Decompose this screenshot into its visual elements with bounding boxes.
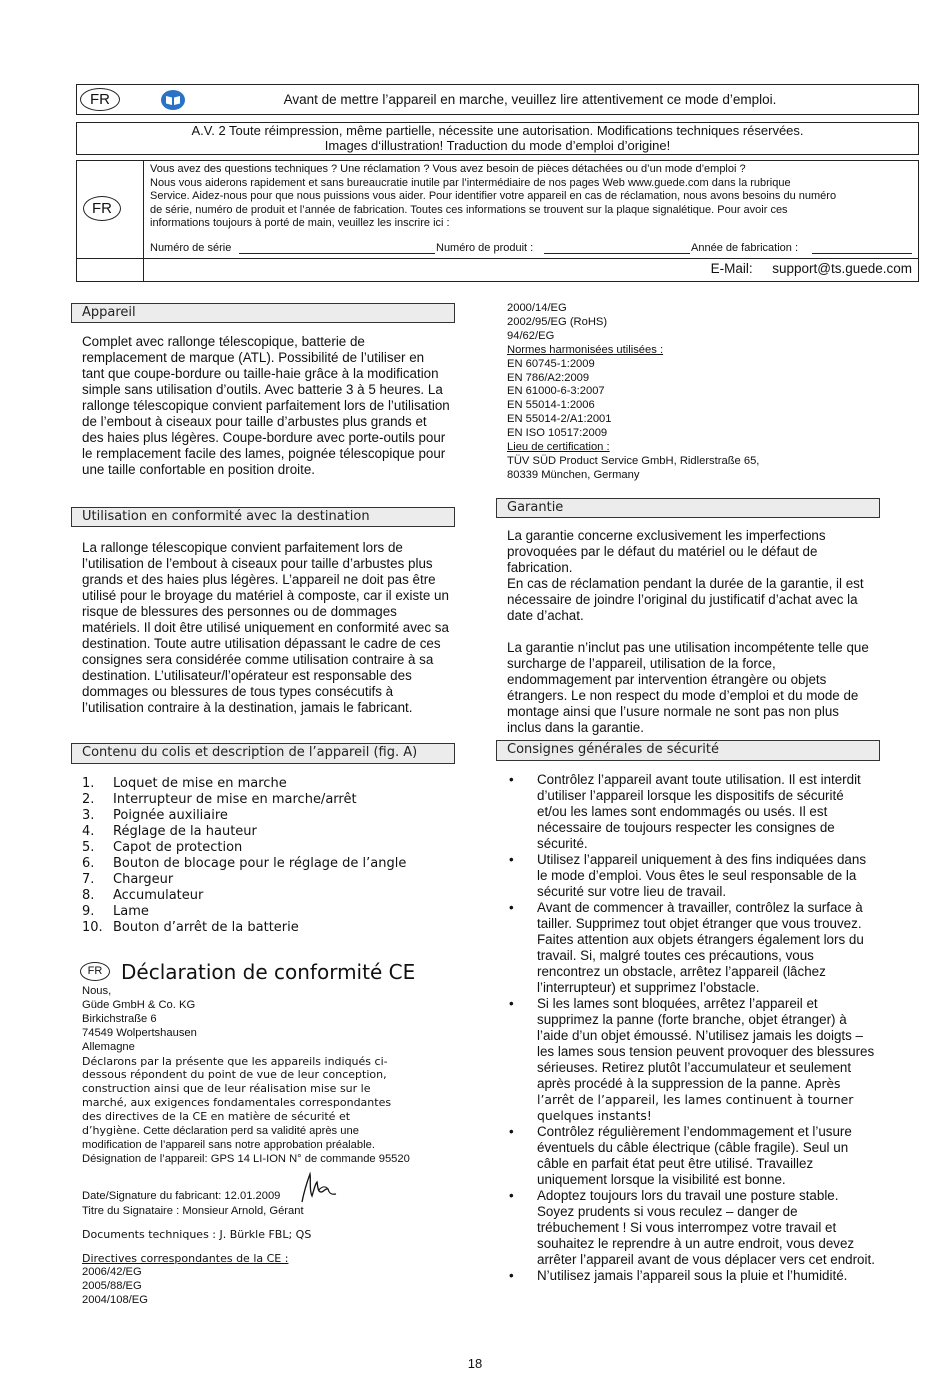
- certification-heading: Lieu de certification :: [507, 441, 610, 454]
- service-divider-horizontal: [76, 258, 919, 259]
- service-text: [150, 163, 915, 231]
- product-number-line: [544, 253, 690, 254]
- address-line: Allemagne: [82, 1040, 135, 1053]
- directives-block: [82, 1252, 288, 1308]
- declaration-title: Déclaration de conformité CE: [121, 960, 416, 984]
- list-item: 1. Loquet de mise en marche: [82, 776, 287, 791]
- directives-continued: [507, 302, 759, 483]
- list-item: 9. Lame: [82, 904, 149, 919]
- email-label: E-Mail:: [710, 261, 753, 276]
- directive-item: 94/62/EG: [507, 329, 555, 342]
- service-line: informations toujours à porté de main, veuillez les inscrire ici :: [150, 217, 450, 230]
- service-line: Nous vous aiderons rapidement et sans bureaucratie inutile par l’intermédiaire de nos pages Web www.guede.com dans la rubrique: [150, 176, 791, 189]
- list-item: 3. Poignée auxiliaire: [82, 808, 228, 823]
- list-item: • Contrôlez régulièrement l’endommagement et l’usure éventuels du câble électrique (câble fragile). Seul un câble en parfait état peut être utilisé. Travaillez uniquement lorsque la visibilité est bonne.: [509, 1124, 852, 1187]
- norm-item: EN ISO 10517:2009: [507, 427, 608, 440]
- garantie-paragraph: En cas de réclamation pendant la durée de la garantie, il est nécessaire de joindre l’original du justificatif d’achat avec la date d’achat.: [507, 576, 864, 623]
- appareil-text: Complet avec rallonge télescopique, batterie de remplacement de marque (ATL). Possibilité de l’utiliser en tant que coupe-bordure ou taille-haie grâce à la modification simple sans utilisation d’outils. Avec batterie 3 à 5 heures. La rallonge télescopique convient parfaitement lors de l’utilisation de l’embout à ciseaux pour taille d’arbustes plus grands et des haies plus légères. Coupe-bordure avec porte-outils pour le remplacement facile des lames, poignée télescopique pour une taille confortable en position droite.: [82, 334, 450, 477]
- list-item: • N’utilisez jamais l’appareil sous la pluie et l’humidité.: [509, 1268, 848, 1283]
- norms-heading: Normes harmonisées utilisées :: [507, 343, 664, 356]
- list-item: 4. Réglage de la hauteur: [82, 824, 257, 839]
- norm-item: EN 55014-1:2006: [507, 399, 595, 412]
- parts-list: [82, 776, 452, 936]
- reprint-line2: Images d‘illustration! Traduction du mode d’emploi d’origine!: [324, 138, 671, 153]
- reprint-line1: A.V. 2 Toute réimpression, même partielle, nécessite une autorisation. Modifications techniques réservées.: [191, 123, 804, 138]
- address-line: Birkichstraße 6: [82, 1012, 157, 1025]
- list-item: 5. Capot de protection: [82, 840, 243, 855]
- declaration-line: modification de l’appareil sans notre approbation préalable.: [82, 1138, 375, 1151]
- list-item: • Contrôlez l’appareil avant toute utilisation. Il est interdit d’utiliser l’appareil lorsque les dispositifs de sécurité et/ou les lames sont endommagés ou usés. Il est nécessaire de toujours respecter les consignes de sécurité.: [509, 772, 861, 851]
- technical-documents: Documents techniques : J. Bürkle FBL; QS: [82, 1228, 312, 1241]
- service-line: de série, numéro de produit et l’année de fabrication. Toutes ces informations se trouvent sur la plaque signalétique. Pour avoir ces: [150, 203, 788, 216]
- certification-line: TÜV SÜD Product Service GmbH, Ridlerstraße 65,: [507, 454, 760, 467]
- manufacture-year-label: Année de fabrication :: [691, 242, 799, 254]
- section-heading-consignes: Consignes générales de sécurité: [496, 740, 880, 761]
- serial-number-line: [239, 253, 435, 254]
- identification-fields: [150, 242, 915, 256]
- address-line: Güde GmbH & Co. KG: [82, 998, 196, 1011]
- signatory-title: Titre du Signataire : Monsieur Arnold, Gérant: [82, 1205, 304, 1217]
- date-signature-line: Date/Signature du fabricant: 12.01.2009: [82, 1190, 281, 1202]
- declaration-statement: Déclarons par la présente que les appareils indiqués ci- dessous répondent du point de vue de leur conception, construction ainsi que de leur réalisation mise sur le marché, aux exigences fondamentales correspondantes des directives de la CE en matière de sécurité et d’hygiène. Cette déclaration perd sa validité après une: [82, 1054, 392, 1138]
- service-line: Service. Aidez-nous pour que nous puissions vous aider. Pour identifier votre appareil en cas de réclamation, nous avons besoins du numéro: [150, 190, 837, 203]
- directive-item: 2005/88/EG: [82, 1279, 142, 1292]
- service-language-badge: FR: [83, 196, 121, 221]
- declaration-body: [82, 985, 452, 1167]
- garantie-paragraph: La garantie concerne exclusivement les imperfections provoquées par le défaut du matériel ou le défaut de fabrication.: [507, 528, 826, 575]
- norm-item: EN 55014-2/A1:2001: [507, 413, 612, 426]
- list-item: 6. Bouton de blocage pour le réglage de l’angle: [82, 856, 407, 871]
- list-item: • Adoptez toujours lors du travail une posture stable. Soyez prudents si vous reculez – danger de trébuchement ! Si vous interrompez votre travail et souhaitez le reprendre à un autre endroit, vous devez arrêter l’appareil avant de vous déplacer vers cet endroit.: [509, 1188, 875, 1267]
- directive-item: 2002/95/EG (RoHS): [507, 315, 608, 328]
- list-item: • Si les lames sont bloquées, arrêtez l’appareil et supprimez la panne (forte branche, objet étranger) à l’aide d’un objet émoussé. N’utilisez jamais les doigts – les lames sous tension peuvent provoquer des blessures sérieuses. Retirez plutôt l’accumulateur et seulement après procédé à la suppression de la panne. Après l’arrêt de l’appareil, les lames continuent à tourner quelques instants!: [509, 996, 875, 1123]
- list-item: • Utilisez l’appareil uniquement à des fins indiquées dans le mode d’emploi. Vous êtes le seul responsable de la sécurité sur votre lieu de travail.: [509, 852, 867, 899]
- certification-line: 80339 München, Germany: [507, 468, 640, 481]
- list-item: 2. Interrupteur de mise en marche/arrêt: [82, 792, 357, 807]
- list-item: 7. Chargeur: [82, 872, 174, 887]
- service-line: Vous avez des questions techniques ? Une réclamation ? Vous avez besoin de pièces détachées ou d’un mode d’emploi ?: [150, 163, 746, 175]
- utilisation-text: La rallonge télescopique convient parfaitement lors de l’utilisation de l’embout à ciseaux pour taille d’arbustes plus grands et des haies plus légères. L’appareil ne doit pas être utilisé pour le broyage du matériel à composte, car il existe un risque de blessures des personnes ou de dommages matériels. Il doit être utilisé uniquement en conformité avec sa destination. Toute autre utilisation dépassant le cadre de ces consignes sera considérée comme utilisation contraire à sa destination. L’utilisateur/l’opérateur est responsable des dommages ou blessures de tous types consécutifs à l’utilisation contraire à la destination, jamais le fabricant.: [82, 540, 449, 715]
- norm-item: EN 60745-1:2009: [507, 357, 595, 370]
- directive-item: 2000/14/EG: [507, 302, 567, 314]
- list-item: 8. Accumulateur: [82, 888, 204, 903]
- language-badge: FR: [80, 88, 120, 111]
- intro-text: Avant de mettre l’appareil en marche, veuillez lire attentivement ce mode d’emploi.: [283, 92, 777, 107]
- section-heading-appareil: Appareil: [71, 303, 455, 323]
- email-address[interactable]: support@ts.guede.com: [772, 261, 912, 276]
- garantie-text: [507, 528, 875, 736]
- declaration-language-badge: FR: [80, 962, 110, 981]
- directive-item: 2004/108/EG: [82, 1293, 148, 1306]
- address-line: 74549 Wolpertshausen: [82, 1026, 197, 1039]
- norm-item: EN 786/A2:2009: [507, 371, 590, 384]
- directive-item: 2006/42/EG: [82, 1265, 142, 1278]
- safety-list: [507, 772, 875, 1284]
- directives-heading: Directives correspondantes de la CE :: [82, 1252, 289, 1265]
- product-number-label: Numéro de produit :: [436, 242, 534, 254]
- section-heading-utilisation: Utilisation en conformité avec la destination: [71, 507, 455, 527]
- manufacture-year-line: [812, 253, 912, 254]
- support-email[interactable]: [150, 261, 912, 276]
- page-number: 18: [467, 1356, 483, 1371]
- list-item: • Avant de commencer à travailler, contrôlez la surface à tailler. Supprimez tout objet étranger que vous trouvez. Faites attention aux objets étrangers également lors du travail. Si, malgré toutes ces précautions, vous rencontrez un obstacle, arrêtez l’appareil (lâchez l’interrupteur) et supprimez l’obstacle.: [509, 900, 864, 995]
- garantie-paragraph: La garantie n’inclut pas une utilisation incompétente telle que surcharge de l’appareil, utilisation de la force, endommagement par intervention étrangère ou objets étrangers. Le non respect du mode d’emploi et du mode de montage ainsi que l’usure normale ne sont pas non plus inclus dans la garantie.: [507, 640, 869, 735]
- signature-image: [298, 1170, 340, 1209]
- service-divider-vertical: [143, 160, 144, 282]
- serial-number-label: Numéro de série: [150, 242, 232, 254]
- norm-item: EN 61000-6-3:2007: [507, 385, 605, 398]
- address-line: Nous,: [82, 985, 112, 997]
- section-heading-contenu: Contenu du colis et description de l’appareil (fig. A): [71, 743, 455, 764]
- read-manual-icon: [160, 89, 186, 116]
- section-heading-garantie: Garantie: [496, 498, 880, 518]
- device-designation: Désignation de l’appareil: GPS 14 LI-ION N° de commande 95520: [82, 1152, 410, 1165]
- list-item: 10. Bouton d’arrêt de la batterie: [82, 920, 299, 935]
